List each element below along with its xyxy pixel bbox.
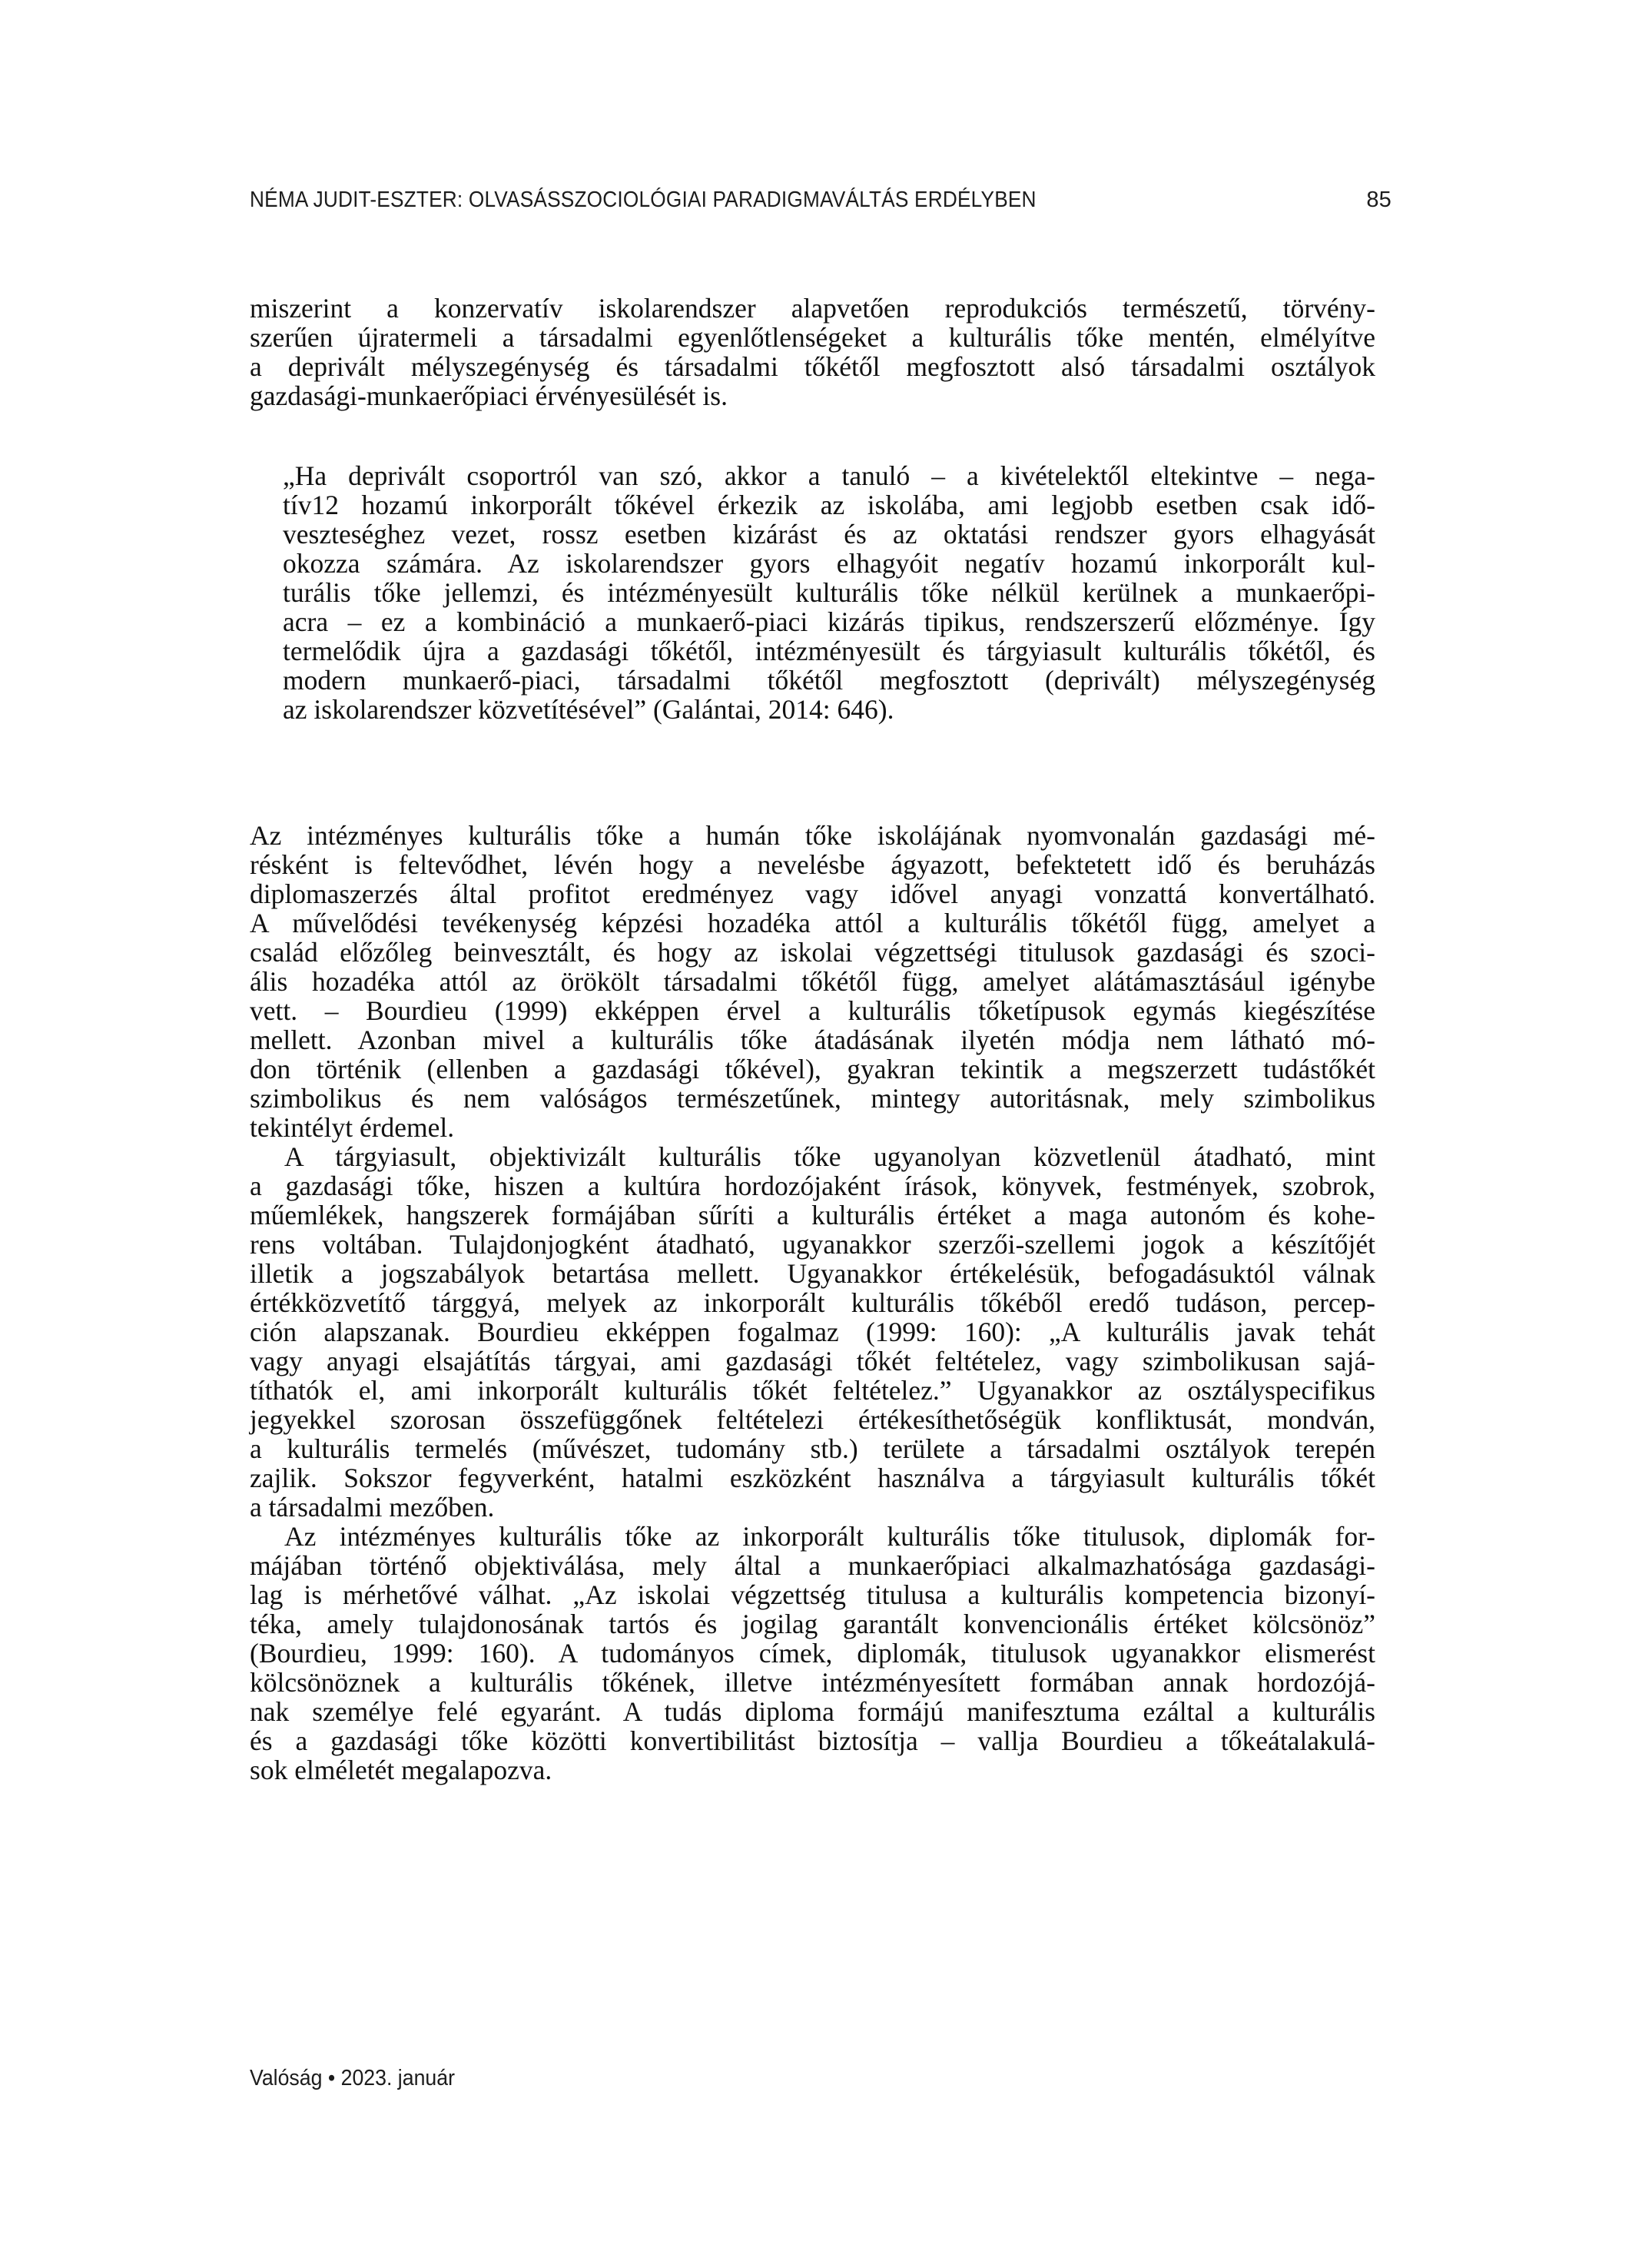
paragraph-intezmenyes-toke [250,821,1375,1142]
text-line: mellett. Azonban mivel a kulturális tőke átadásának ilyetén módja nem látható mó- [250,1024,1375,1055]
text-line: a kulturális termelés (művészet, tudomány stb.) területe a társadalmi osztályok terepén [250,1433,1375,1464]
quote-line: turális tőke jellemzi, és intézményesült kulturális tőke nélkül kerülnek a munkaerőpi- [283,577,1375,608]
quote-line: okozza számára. Az iskolarendszer gyors elhagyóit negatív hozamú inkorporált kul- [283,548,1375,579]
text-line: A művelődési tevékenység képzési hozadéka attól a kulturális tőkétől függ, amelyet a [250,908,1375,938]
text-line: ális hozadéka attól az örökölt társadalmi tőkétől függ, amelyet alátámasztásául igénybe [250,966,1375,997]
text-line: jegyekkel szorosan összefüggőnek feltételezi értékesíthetőségük konfliktusát, mondván, [250,1404,1375,1435]
quote-line: termelődik újra a gazdasági tőkétől, intézményesült és tárgyiasult kulturális tőkétől, és [283,636,1375,666]
text-line: vett. – Bourdieu (1999) ekképpen érvel a kulturális tőketípusok egymás kiegészítése [250,995,1375,1026]
text-line: a gazdasági tőke, hiszen a kultúra hordozójaként írások, könyvek, festmények, szobrok, [250,1171,1375,1201]
block-quote [283,461,1375,724]
text-line: szimbolikus és nem valóságos természetűnek, mintegy autoritásnak, mely szimbolikus [250,1083,1375,1114]
journal-name: Valóság [250,2066,323,2090]
quote-line: tív12 hozamú inkorporált tőkével érkezik az iskolába, ami legjobb esetben csak idő- [283,490,1375,520]
text-line: diplomaszerzés által profitot eredményez vagy idővel anyagi vonzattá konvertálható. [250,878,1375,909]
paragraph-intezmenyes-titulusok [250,1522,1375,1785]
text-line: rens voltában. Tulajdonjogként átadható, ugyanakkor szerzői-szellemi jogok a készítőjét [250,1229,1375,1260]
text-line: miszerint a konzervatív iskolarendszer alapvetően reprodukciós természetű, törvény- [250,293,1375,324]
opening-paragraph [250,294,1375,410]
text-line: szerűen újratermeli a társadalmi egyenlőtlenségeket a kulturális tőke mentén, elmélyítve [250,322,1375,353]
text-line: résként is feltevődhet, lévén hogy a nevelésbe ágyazott, befektetett idő és beruházás [250,849,1375,880]
text-line: ción alapszanak. Bourdieu ekképpen fogalmaz (1999: 160): „A kulturális javak tehát [250,1317,1375,1347]
text-line: lag is mérhetővé válhat. „Az iskolai végzettség titulusa a kulturális kompetencia bizonyí- [250,1579,1375,1610]
running-title: NÉMA JUDIT-ESZTER: OLVASÁSSZOCIOLÓGIAI PARADIGMAVÁLTÁS ERDÉLYBEN [250,188,1037,212]
text-line: tekintélyt érdemel. [250,1112,455,1143]
text-line: vagy anyagi elsajátítás tárgyai, ami gazdasági tőkét feltételez, vagy szimbolikusan sajá- [250,1346,1375,1376]
text-line: illetik a jogszabályok betartása mellett. Ugyanakkor értékelésük, befogadásuktól válnak [250,1258,1375,1289]
text-line: sok elméletét megalapozva. [250,1755,552,1785]
text-line: Az intézményes kulturális tőke az inkorporált kulturális tőke titulusok, diplomák for- [284,1521,1375,1552]
text-line: értékközvetítő tárggyá, melyek az inkorporált kulturális tőkéből eredő tudáson, percep- [250,1287,1375,1318]
quote-line: „Ha deprivált csoportról van szó, akkor a tanuló – a kivételektől eltekintve – nega- [283,460,1375,491]
quote-line: acra – ez a kombináció a munkaerő-piaci kizárás tipikus, rendszerszerű előzménye. Így [283,606,1375,637]
text-line: zajlik. Sokszor fegyverként, hatalmi eszközként használva a tárgyiasult kulturális tőkét [250,1463,1375,1493]
bullet-separator-icon: • [327,2066,336,2090]
text-line: nak személye felé egyaránt. A tudás diploma formájú manifesztuma ezáltal a kulturális [250,1696,1375,1727]
running-header [250,188,1392,218]
text-line: a társadalmi mezőben. [250,1492,495,1523]
text-line: család előzőleg beinvesztált, és hogy az iskolai végzettségi titulusok gazdasági és szoci- [250,937,1375,968]
quote-line: az iskolarendszer közvetítésével” (Galántai, 2014: 646). [283,694,894,725]
quote-line: modern munkaerő-piaci, társadalmi tőkétől megfosztott (deprivált) mélyszegénység [283,665,1375,696]
text-line: műemlékek, hangszerek formájában sűríti a kulturális értéket a maga autonóm és kohe- [250,1200,1375,1230]
text-line: Az intézményes kulturális tőke a humán tőke iskolájának nyomvonalán gazdasági mé- [250,820,1375,851]
main-text [250,821,1375,1785]
text-line: a deprivált mélyszegénység és társadalmi tőkétől megfosztott alsó társadalmi osztályok [250,351,1375,382]
text-line: (Bourdieu, 1999: 160). A tudományos címek, diplomák, titulusok ugyanakkor elismerést [250,1638,1375,1669]
text-line: májában történő objektiválása, mely által a munkaerőpiaci alkalmazhatósága gazdasági- [250,1550,1375,1581]
page-number: 85 [1366,188,1392,212]
quote-line: veszteséghez vezet, rossz esetben kizárást és az oktatási rendszer gyors elhagyását [283,519,1375,550]
text-line: és a gazdasági tőke közötti konvertibilitást biztosítja – vallja Bourdieu a tőkeátalakulá- [250,1725,1375,1756]
paragraph-targyiasult-toke [250,1142,1375,1522]
issue-date: 2023. január [340,2066,455,2090]
text-line: téka, amely tulajdonosának tartós és jogilag garantált konvencionális értéket kölcsönöz” [250,1609,1375,1639]
text-line: títhatók el, ami inkorporált kulturális tőkét feltételez.” Ugyanakkor az osztályspecifikus [250,1375,1375,1406]
text-line: A tárgyiasult, objektivizált kulturális tőke ugyanolyan közvetlenül átadható, mint [284,1141,1375,1172]
text-line: don történik (ellenben a gazdasági tőkével), gyakran tekintik a megszerzett tudástőkét [250,1054,1375,1084]
text-line: kölcsönöznek a kulturális tőkének, illetve intézményesített formában annak hordozójá- [250,1667,1375,1698]
page-footer [250,2066,455,2091]
text-line: gazdasági-munkaerőpiaci érvényesülését is. [250,380,728,411]
